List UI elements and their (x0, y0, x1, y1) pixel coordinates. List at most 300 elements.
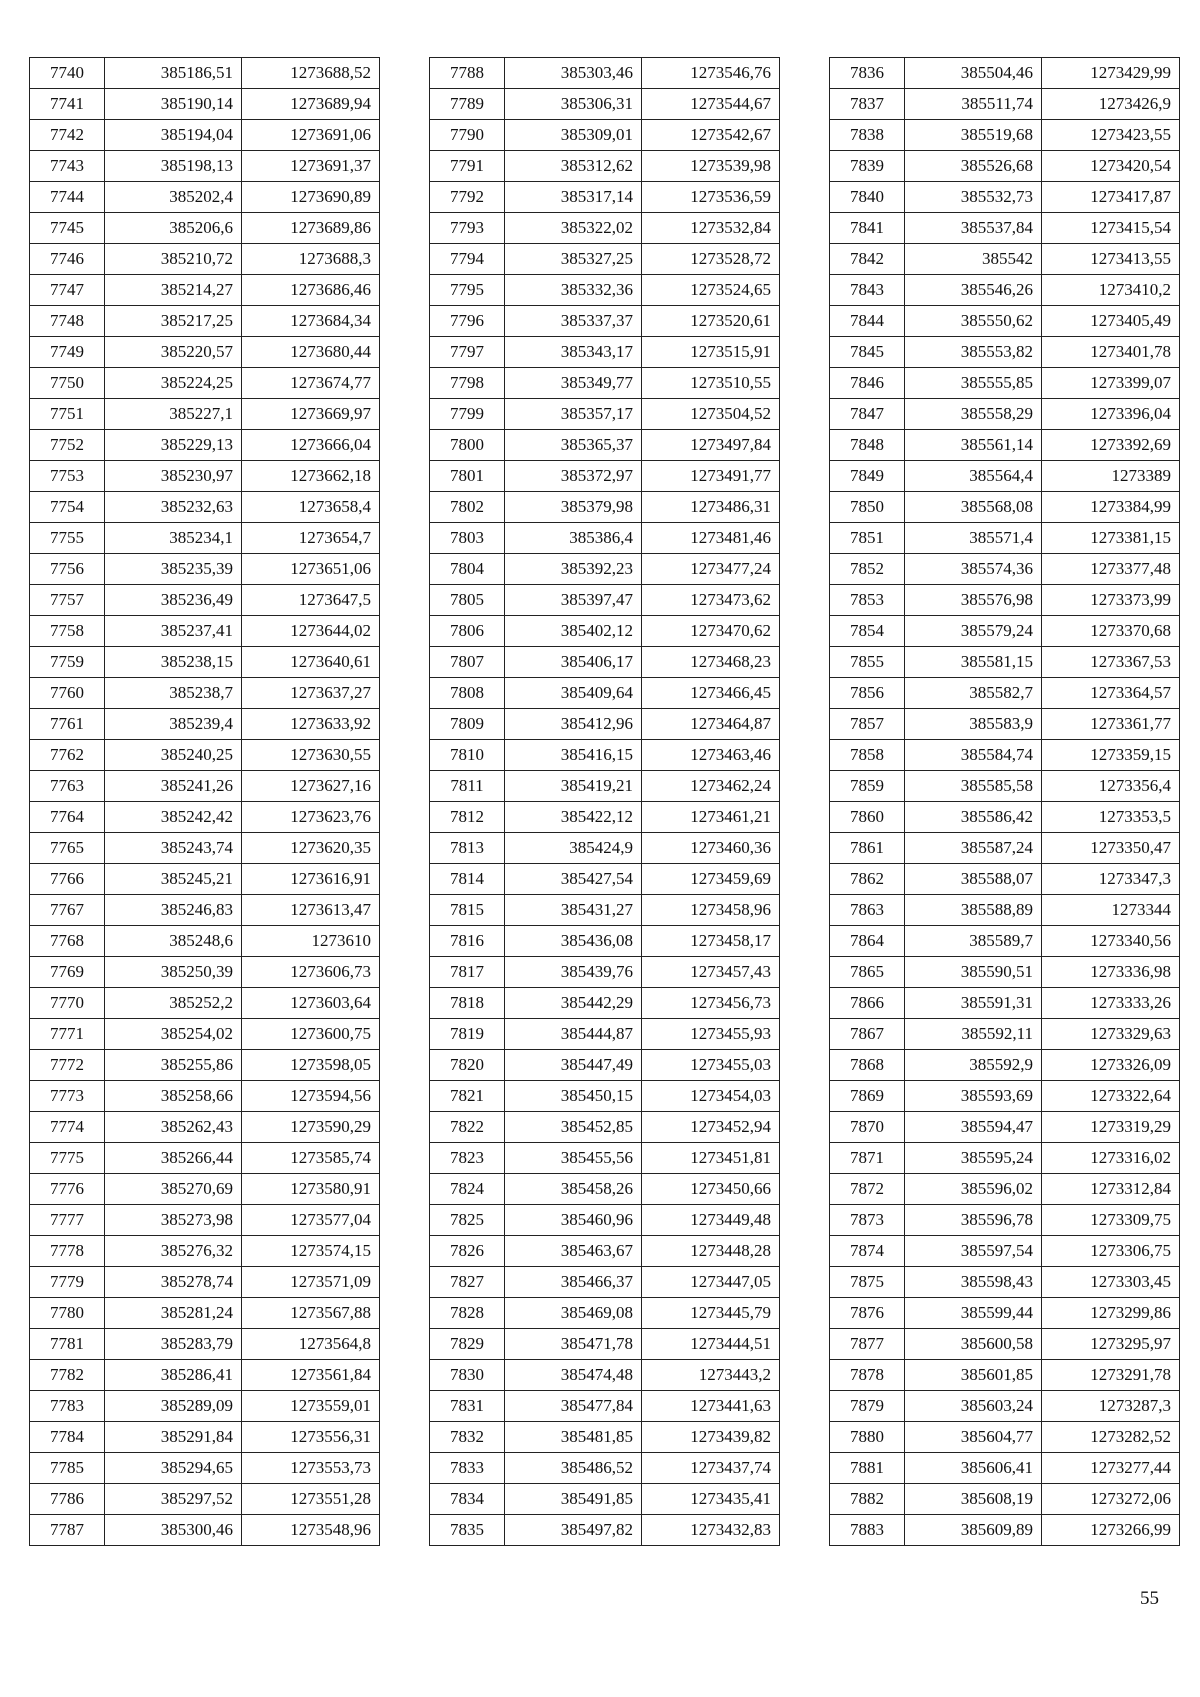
point-number-cell: 7812 (430, 802, 505, 833)
y-coordinate-cell: 1273571,09 (242, 1267, 380, 1298)
table-row (30, 58, 380, 89)
x-coordinate-cell: 385592,9 (905, 1050, 1042, 1081)
table-row (830, 492, 1180, 523)
y-coordinate-cell: 1273266,99 (1042, 1515, 1180, 1546)
y-coordinate-cell: 1273447,05 (642, 1267, 780, 1298)
table-row (30, 399, 380, 430)
y-coordinate-cell: 1273662,18 (242, 461, 380, 492)
point-number-cell: 7856 (830, 678, 905, 709)
x-coordinate-cell: 385246,83 (105, 895, 242, 926)
table-row (430, 430, 780, 461)
x-coordinate-cell: 385591,31 (905, 988, 1042, 1019)
y-coordinate-cell: 1273456,73 (642, 988, 780, 1019)
point-number-cell: 7833 (430, 1453, 505, 1484)
table-row (430, 833, 780, 864)
table-row (30, 1081, 380, 1112)
x-coordinate-cell: 385427,54 (505, 864, 642, 895)
table-row (30, 957, 380, 988)
point-number-cell: 7873 (830, 1205, 905, 1236)
point-number-cell: 7752 (30, 430, 105, 461)
x-coordinate-cell: 385597,54 (905, 1236, 1042, 1267)
point-number-cell: 7756 (30, 554, 105, 585)
point-number-cell: 7807 (430, 647, 505, 678)
table-row (430, 89, 780, 120)
point-number-cell: 7842 (830, 244, 905, 275)
x-coordinate-cell: 385442,29 (505, 988, 642, 1019)
point-number-cell: 7872 (830, 1174, 905, 1205)
point-number-cell: 7880 (830, 1422, 905, 1453)
point-number-cell: 7875 (830, 1267, 905, 1298)
table-row (430, 1174, 780, 1205)
table-row (830, 709, 1180, 740)
point-number-cell: 7753 (30, 461, 105, 492)
point-number-cell: 7882 (830, 1484, 905, 1515)
point-number-cell: 7778 (30, 1236, 105, 1267)
y-coordinate-cell: 1273686,46 (242, 275, 380, 306)
table-row (830, 430, 1180, 461)
y-coordinate-cell: 1273420,54 (1042, 151, 1180, 182)
point-number-cell: 7782 (30, 1360, 105, 1391)
table-row (430, 1019, 780, 1050)
x-coordinate-cell: 385278,74 (105, 1267, 242, 1298)
table-row (30, 1484, 380, 1515)
point-number-cell: 7768 (30, 926, 105, 957)
table-row (430, 244, 780, 275)
y-coordinate-cell: 1273460,36 (642, 833, 780, 864)
point-number-cell: 7836 (830, 58, 905, 89)
table-row (830, 1205, 1180, 1236)
point-number-cell: 7808 (430, 678, 505, 709)
coordinates-table-2 (429, 57, 780, 1546)
x-coordinate-cell: 385238,15 (105, 647, 242, 678)
x-coordinate-cell: 385601,85 (905, 1360, 1042, 1391)
point-number-cell: 7797 (430, 337, 505, 368)
x-coordinate-cell: 385431,27 (505, 895, 642, 926)
point-number-cell: 7829 (430, 1329, 505, 1360)
table-row (30, 1019, 380, 1050)
table-row (830, 368, 1180, 399)
table-row (430, 1515, 780, 1546)
x-coordinate-cell: 385317,14 (505, 182, 642, 213)
point-number-cell: 7867 (830, 1019, 905, 1050)
table-row (430, 306, 780, 337)
x-coordinate-cell: 385466,37 (505, 1267, 642, 1298)
x-coordinate-cell: 385273,98 (105, 1205, 242, 1236)
point-number-cell: 7748 (30, 306, 105, 337)
point-number-cell: 7772 (30, 1050, 105, 1081)
point-number-cell: 7770 (30, 988, 105, 1019)
point-number-cell: 7869 (830, 1081, 905, 1112)
x-coordinate-cell: 385214,27 (105, 275, 242, 306)
y-coordinate-cell: 1273454,03 (642, 1081, 780, 1112)
y-coordinate-cell: 1273319,29 (1042, 1112, 1180, 1143)
y-coordinate-cell: 1273443,2 (642, 1360, 780, 1391)
table-row (830, 554, 1180, 585)
point-number-cell: 7868 (830, 1050, 905, 1081)
y-coordinate-cell: 1273559,01 (242, 1391, 380, 1422)
x-coordinate-cell: 385542 (905, 244, 1042, 275)
y-coordinate-cell: 1273432,83 (642, 1515, 780, 1546)
x-coordinate-cell: 385519,68 (905, 120, 1042, 151)
point-number-cell: 7785 (30, 1453, 105, 1484)
point-number-cell: 7862 (830, 864, 905, 895)
y-coordinate-cell: 1273546,76 (642, 58, 780, 89)
x-coordinate-cell: 385553,82 (905, 337, 1042, 368)
x-coordinate-cell: 385419,21 (505, 771, 642, 802)
x-coordinate-cell: 385603,24 (905, 1391, 1042, 1422)
y-coordinate-cell: 1273690,89 (242, 182, 380, 213)
x-coordinate-cell: 385584,74 (905, 740, 1042, 771)
point-number-cell: 7863 (830, 895, 905, 926)
y-coordinate-cell: 1273585,74 (242, 1143, 380, 1174)
table-row (830, 120, 1180, 151)
table-row (30, 1298, 380, 1329)
table-row (30, 120, 380, 151)
y-coordinate-cell: 1273356,4 (1042, 771, 1180, 802)
y-coordinate-cell: 1273316,02 (1042, 1143, 1180, 1174)
x-coordinate-cell: 385526,68 (905, 151, 1042, 182)
x-coordinate-cell: 385300,46 (105, 1515, 242, 1546)
point-number-cell: 7841 (830, 213, 905, 244)
point-number-cell: 7773 (30, 1081, 105, 1112)
table-row (30, 771, 380, 802)
table-row (430, 492, 780, 523)
point-number-cell: 7883 (830, 1515, 905, 1546)
table-row (830, 275, 1180, 306)
table-row (430, 461, 780, 492)
point-number-cell: 7750 (30, 368, 105, 399)
x-coordinate-cell: 385588,07 (905, 864, 1042, 895)
x-coordinate-cell: 385312,62 (505, 151, 642, 182)
x-coordinate-cell: 385439,76 (505, 957, 642, 988)
x-coordinate-cell: 385402,12 (505, 616, 642, 647)
x-coordinate-cell: 385537,84 (905, 213, 1042, 244)
x-coordinate-cell: 385604,77 (905, 1422, 1042, 1453)
x-coordinate-cell: 385224,25 (105, 368, 242, 399)
table-row (830, 523, 1180, 554)
y-coordinate-cell: 1273613,47 (242, 895, 380, 926)
y-coordinate-cell: 1273486,31 (642, 492, 780, 523)
y-coordinate-cell: 1273561,84 (242, 1360, 380, 1391)
table-row (830, 616, 1180, 647)
point-number-cell: 7825 (430, 1205, 505, 1236)
x-coordinate-cell: 385436,08 (505, 926, 642, 957)
coordinates-table-3 (829, 57, 1180, 1546)
y-coordinate-cell: 1273326,09 (1042, 1050, 1180, 1081)
y-coordinate-cell: 1273459,69 (642, 864, 780, 895)
point-number-cell: 7835 (430, 1515, 505, 1546)
table-row (830, 151, 1180, 182)
y-coordinate-cell: 1273637,27 (242, 678, 380, 709)
point-number-cell: 7791 (430, 151, 505, 182)
point-number-cell: 7744 (30, 182, 105, 213)
table-row (430, 1081, 780, 1112)
point-number-cell: 7793 (430, 213, 505, 244)
point-number-cell: 7764 (30, 802, 105, 833)
point-number-cell: 7861 (830, 833, 905, 864)
table-row (430, 802, 780, 833)
point-number-cell: 7805 (430, 585, 505, 616)
x-coordinate-cell: 385241,26 (105, 771, 242, 802)
table-row (830, 337, 1180, 368)
x-coordinate-cell: 385561,14 (905, 430, 1042, 461)
table-row (30, 461, 380, 492)
y-coordinate-cell: 1273336,98 (1042, 957, 1180, 988)
x-coordinate-cell: 385532,73 (905, 182, 1042, 213)
y-coordinate-cell: 1273312,84 (1042, 1174, 1180, 1205)
table-row (30, 151, 380, 182)
x-coordinate-cell: 385245,21 (105, 864, 242, 895)
point-number-cell: 7834 (430, 1484, 505, 1515)
point-number-cell: 7818 (430, 988, 505, 1019)
x-coordinate-cell: 385194,04 (105, 120, 242, 151)
y-coordinate-cell: 1273370,68 (1042, 616, 1180, 647)
table-row (830, 740, 1180, 771)
y-coordinate-cell: 1273539,98 (642, 151, 780, 182)
point-number-cell: 7831 (430, 1391, 505, 1422)
x-coordinate-cell: 385202,4 (105, 182, 242, 213)
table-row (830, 1236, 1180, 1267)
table-row (430, 1484, 780, 1515)
table-row (30, 554, 380, 585)
y-coordinate-cell: 1273381,15 (1042, 523, 1180, 554)
point-number-cell: 7780 (30, 1298, 105, 1329)
table-row (430, 585, 780, 616)
x-coordinate-cell: 385444,87 (505, 1019, 642, 1050)
coordinates-table-1 (29, 57, 380, 1546)
y-coordinate-cell: 1273610 (242, 926, 380, 957)
y-coordinate-cell: 1273429,99 (1042, 58, 1180, 89)
table-row (830, 895, 1180, 926)
table-row (30, 1267, 380, 1298)
x-coordinate-cell: 385337,37 (505, 306, 642, 337)
table-row (430, 647, 780, 678)
y-coordinate-cell: 1273590,29 (242, 1112, 380, 1143)
y-coordinate-cell: 1273450,66 (642, 1174, 780, 1205)
x-coordinate-cell: 385303,46 (505, 58, 642, 89)
x-coordinate-cell: 385452,85 (505, 1112, 642, 1143)
y-coordinate-cell: 1273455,93 (642, 1019, 780, 1050)
table-row (30, 833, 380, 864)
table-row (830, 1112, 1180, 1143)
point-number-cell: 7771 (30, 1019, 105, 1050)
x-coordinate-cell: 385450,15 (505, 1081, 642, 1112)
y-coordinate-cell: 1273340,56 (1042, 926, 1180, 957)
table-row (30, 926, 380, 957)
point-number-cell: 7838 (830, 120, 905, 151)
y-coordinate-cell: 1273510,55 (642, 368, 780, 399)
x-coordinate-cell: 385422,12 (505, 802, 642, 833)
table-row (430, 399, 780, 430)
table-row (830, 1267, 1180, 1298)
table-row (430, 275, 780, 306)
x-coordinate-cell: 385583,9 (905, 709, 1042, 740)
x-coordinate-cell: 385309,01 (505, 120, 642, 151)
point-number-cell: 7870 (830, 1112, 905, 1143)
point-number-cell: 7837 (830, 89, 905, 120)
point-number-cell: 7819 (430, 1019, 505, 1050)
x-coordinate-cell: 385608,19 (905, 1484, 1042, 1515)
table-row (430, 678, 780, 709)
table-row (30, 213, 380, 244)
point-number-cell: 7823 (430, 1143, 505, 1174)
y-coordinate-cell: 1273691,06 (242, 120, 380, 151)
y-coordinate-cell: 1273364,57 (1042, 678, 1180, 709)
y-coordinate-cell: 1273444,51 (642, 1329, 780, 1360)
x-coordinate-cell: 385481,85 (505, 1422, 642, 1453)
y-coordinate-cell: 1273658,4 (242, 492, 380, 523)
point-number-cell: 7840 (830, 182, 905, 213)
table-row (830, 1174, 1180, 1205)
point-number-cell: 7830 (430, 1360, 505, 1391)
x-coordinate-cell: 385463,67 (505, 1236, 642, 1267)
table-row (430, 1143, 780, 1174)
point-number-cell: 7877 (830, 1329, 905, 1360)
table-row (30, 523, 380, 554)
y-coordinate-cell: 1273473,62 (642, 585, 780, 616)
y-coordinate-cell: 1273574,15 (242, 1236, 380, 1267)
x-coordinate-cell: 385252,2 (105, 988, 242, 1019)
x-coordinate-cell: 385254,02 (105, 1019, 242, 1050)
table-row (830, 1019, 1180, 1050)
x-coordinate-cell: 385255,86 (105, 1050, 242, 1081)
table-row (430, 1298, 780, 1329)
y-coordinate-cell: 1273455,03 (642, 1050, 780, 1081)
y-coordinate-cell: 1273674,77 (242, 368, 380, 399)
point-number-cell: 7777 (30, 1205, 105, 1236)
x-coordinate-cell: 385229,13 (105, 430, 242, 461)
x-coordinate-cell: 385486,52 (505, 1453, 642, 1484)
y-coordinate-cell: 1273344 (1042, 895, 1180, 926)
table-row (30, 89, 380, 120)
x-coordinate-cell: 385406,17 (505, 647, 642, 678)
x-coordinate-cell: 385283,79 (105, 1329, 242, 1360)
x-coordinate-cell: 385237,41 (105, 616, 242, 647)
point-number-cell: 7853 (830, 585, 905, 616)
point-number-cell: 7800 (430, 430, 505, 461)
point-number-cell: 7821 (430, 1081, 505, 1112)
x-coordinate-cell: 385250,39 (105, 957, 242, 988)
point-number-cell: 7876 (830, 1298, 905, 1329)
table-row (830, 58, 1180, 89)
x-coordinate-cell: 385592,11 (905, 1019, 1042, 1050)
table-row (830, 1081, 1180, 1112)
table-row (430, 523, 780, 554)
x-coordinate-cell: 385593,69 (905, 1081, 1042, 1112)
point-number-cell: 7826 (430, 1236, 505, 1267)
point-number-cell: 7779 (30, 1267, 105, 1298)
y-coordinate-cell: 1273277,44 (1042, 1453, 1180, 1484)
y-coordinate-cell: 1273457,43 (642, 957, 780, 988)
point-number-cell: 7757 (30, 585, 105, 616)
x-coordinate-cell: 385511,74 (905, 89, 1042, 120)
y-coordinate-cell: 1273644,02 (242, 616, 380, 647)
y-coordinate-cell: 1273282,52 (1042, 1422, 1180, 1453)
y-coordinate-cell: 1273448,28 (642, 1236, 780, 1267)
x-coordinate-cell: 385581,15 (905, 647, 1042, 678)
table-row (830, 244, 1180, 275)
y-coordinate-cell: 1273359,15 (1042, 740, 1180, 771)
x-coordinate-cell: 385504,46 (905, 58, 1042, 89)
table-row (430, 1422, 780, 1453)
point-number-cell: 7754 (30, 492, 105, 523)
y-coordinate-cell: 1273564,8 (242, 1329, 380, 1360)
x-coordinate-cell: 385235,39 (105, 554, 242, 585)
table-row (830, 585, 1180, 616)
point-number-cell: 7746 (30, 244, 105, 275)
y-coordinate-cell: 1273556,31 (242, 1422, 380, 1453)
y-coordinate-cell: 1273647,5 (242, 585, 380, 616)
y-coordinate-cell: 1273654,7 (242, 523, 380, 554)
point-number-cell: 7760 (30, 678, 105, 709)
table-row (30, 368, 380, 399)
y-coordinate-cell: 1273551,28 (242, 1484, 380, 1515)
x-coordinate-cell: 385458,26 (505, 1174, 642, 1205)
x-coordinate-cell: 385455,56 (505, 1143, 642, 1174)
table-row (30, 182, 380, 213)
table-row (430, 151, 780, 182)
x-coordinate-cell: 385206,6 (105, 213, 242, 244)
table-row (830, 864, 1180, 895)
y-coordinate-cell: 1273688,3 (242, 244, 380, 275)
y-coordinate-cell: 1273329,63 (1042, 1019, 1180, 1050)
x-coordinate-cell: 385600,58 (905, 1329, 1042, 1360)
table-row (30, 1050, 380, 1081)
point-number-cell: 7745 (30, 213, 105, 244)
point-number-cell: 7781 (30, 1329, 105, 1360)
table-row (430, 957, 780, 988)
y-coordinate-cell: 1273481,46 (642, 523, 780, 554)
table-row (30, 337, 380, 368)
point-number-cell: 7761 (30, 709, 105, 740)
point-number-cell: 7844 (830, 306, 905, 337)
x-coordinate-cell: 385595,24 (905, 1143, 1042, 1174)
y-coordinate-cell: 1273373,99 (1042, 585, 1180, 616)
table-row (30, 1453, 380, 1484)
table-row (830, 1329, 1180, 1360)
x-coordinate-cell: 385392,23 (505, 554, 642, 585)
table-row (430, 1329, 780, 1360)
point-number-cell: 7751 (30, 399, 105, 430)
y-coordinate-cell: 1273528,72 (642, 244, 780, 275)
table-row (430, 213, 780, 244)
x-coordinate-cell: 385596,78 (905, 1205, 1042, 1236)
x-coordinate-cell: 385322,02 (505, 213, 642, 244)
table-row (430, 616, 780, 647)
y-coordinate-cell: 1273291,78 (1042, 1360, 1180, 1391)
x-coordinate-cell: 385497,82 (505, 1515, 642, 1546)
y-coordinate-cell: 1273410,2 (1042, 275, 1180, 306)
point-number-cell: 7866 (830, 988, 905, 1019)
y-coordinate-cell: 1273384,99 (1042, 492, 1180, 523)
x-coordinate-cell: 385555,85 (905, 368, 1042, 399)
y-coordinate-cell: 1273399,07 (1042, 368, 1180, 399)
table-row (430, 368, 780, 399)
table-row (430, 926, 780, 957)
point-number-cell: 7839 (830, 151, 905, 182)
table-row (430, 554, 780, 585)
y-coordinate-cell: 1273524,65 (642, 275, 780, 306)
y-coordinate-cell: 1273497,84 (642, 430, 780, 461)
y-coordinate-cell: 1273548,96 (242, 1515, 380, 1546)
table-row (430, 120, 780, 151)
table-row (430, 1453, 780, 1484)
y-coordinate-cell: 1273470,62 (642, 616, 780, 647)
table-row (830, 1515, 1180, 1546)
y-coordinate-cell: 1273623,76 (242, 802, 380, 833)
x-coordinate-cell: 385294,65 (105, 1453, 242, 1484)
point-number-cell: 7784 (30, 1422, 105, 1453)
